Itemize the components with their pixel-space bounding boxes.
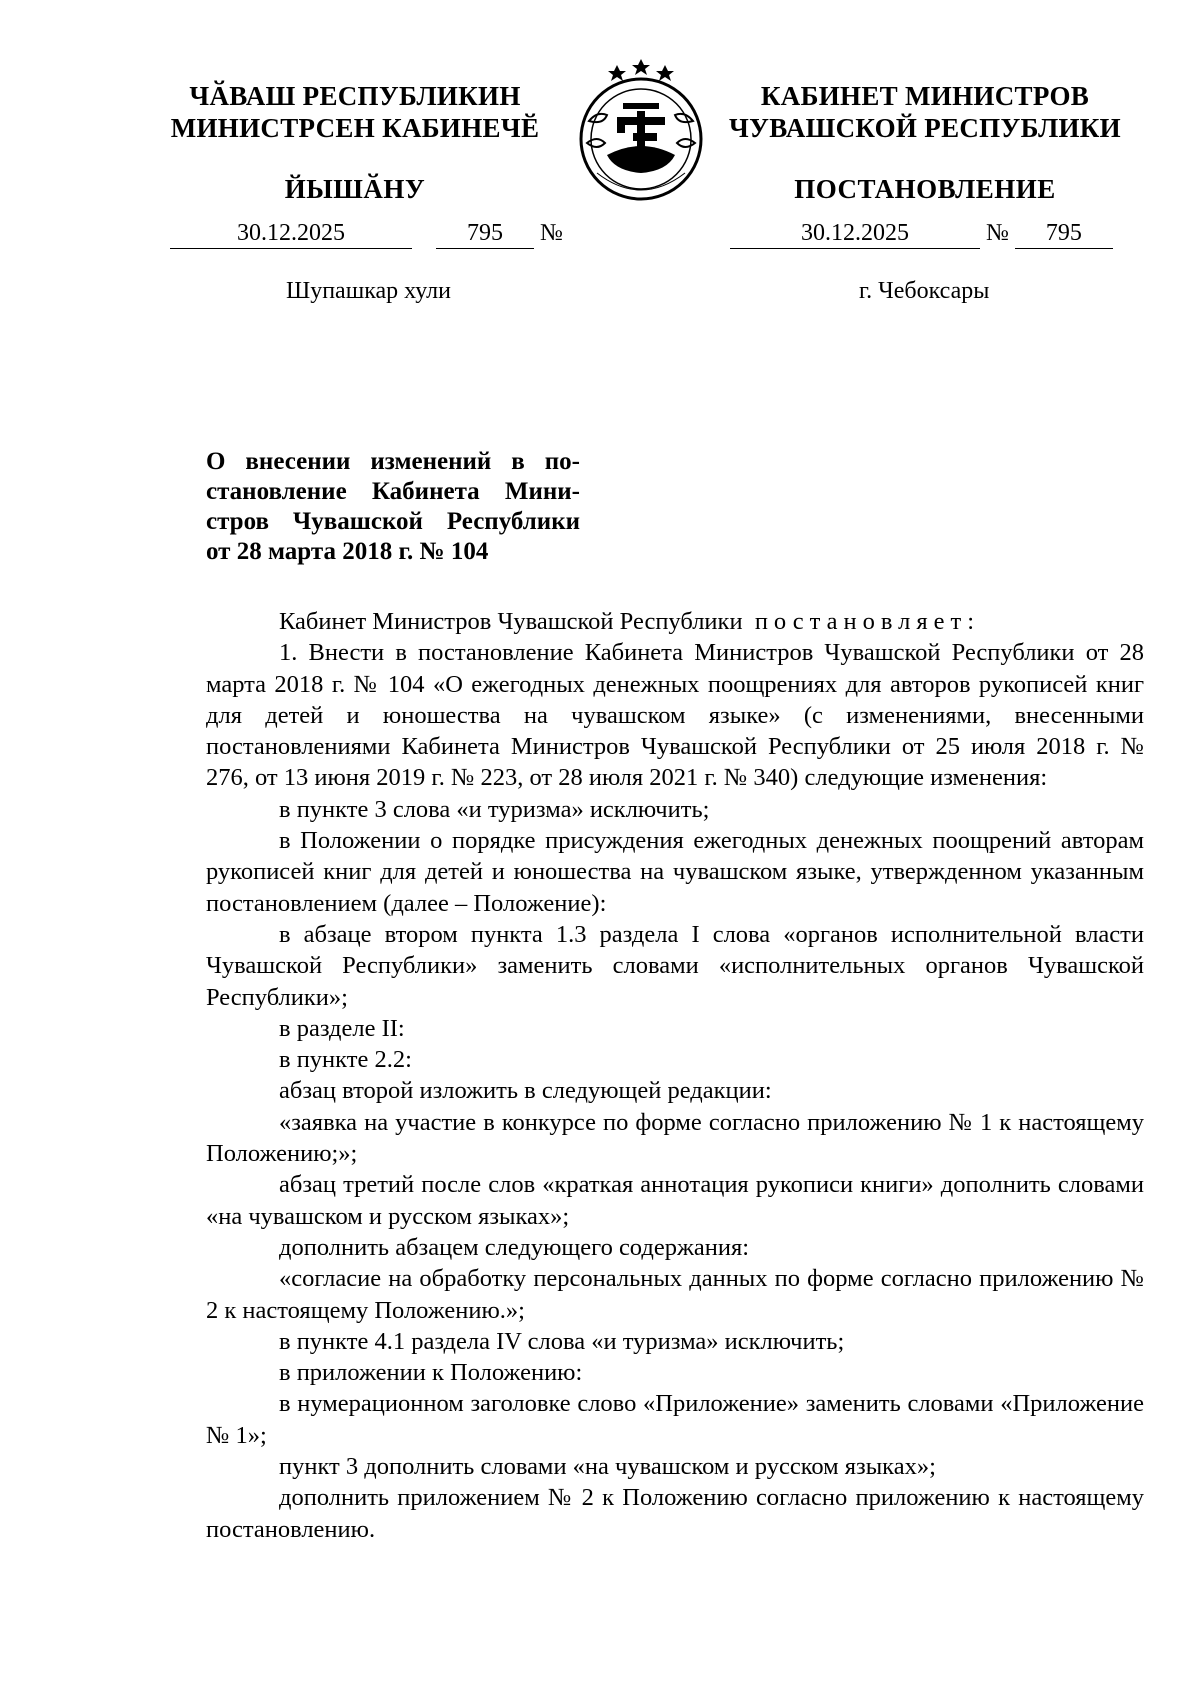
body-paragraph: в пункте 4.1 раздела IV слова «и туризма» исключить; bbox=[279, 1327, 845, 1355]
body-paragraph: в абзаце втором пункта 1.3 раздела I слова «органов исполнительной власти Чувашской Республики» заменить словами «исполнительных органов Чувашской Республики»; bbox=[206, 920, 1144, 1011]
intro-resolves: постановляет: bbox=[754, 608, 981, 635]
body-paragraph: абзац третий после слов «краткая аннотация рукописи книги» дополнить словами «на чувашском и русском языках»; bbox=[206, 1171, 1144, 1230]
org-name-chuvash-line1: ЧӐВАШ РЕСПУБЛИКИН bbox=[189, 81, 521, 111]
city-russian: г. Чебоксары bbox=[859, 278, 990, 304]
body-paragraph: «согласие на обработку персональных данных по форме согласно приложению № 2 к настоящему Положению.»; bbox=[206, 1265, 1144, 1324]
org-name-chuvash-line2: МИНИСТРСЕН КАБИНЕЧӖ bbox=[170, 113, 540, 143]
city-chuvash: Шупашкар хули bbox=[286, 278, 451, 304]
body-paragraph: «заявка на участие в конкурсе по форме согласно приложению № 1 к настоящему Положению;»; bbox=[206, 1108, 1144, 1168]
title-line: О внесении изменений в по- bbox=[206, 448, 580, 475]
number-sign-left: № bbox=[540, 220, 563, 246]
body-paragraph: дополнить приложением № 2 к Положению согласно приложению к настоящему постановлению. bbox=[206, 1484, 1144, 1543]
date-left: 30.12.2025 bbox=[170, 219, 412, 249]
body-paragraph: пункт 3 дополнить словами «на чувашском и русском языках»; bbox=[279, 1453, 936, 1481]
header-left bbox=[155, 80, 555, 205]
body-paragraph: в нумерационном заголовке слово «Приложение» заменить словами «Приложение № 1»; bbox=[206, 1390, 1144, 1449]
date-number-left bbox=[170, 218, 563, 249]
document-title bbox=[206, 447, 580, 567]
body-paragraph: в Положении о порядке присуждения ежегодных денежных поощрений авторам рукописей книг для детей и юношества на чувашском языке, утвержденном указанным постановлением (далее – Положение): bbox=[206, 827, 1144, 917]
body-paragraph: в пункте 2.2: bbox=[279, 1046, 412, 1074]
body-paragraph: абзац второй изложить в следующей редакции: bbox=[279, 1077, 772, 1105]
document-body bbox=[206, 606, 1144, 1545]
org-name-russian-line2: ЧУВАШСКОЙ РЕСПУБЛИКИ bbox=[729, 113, 1121, 143]
body-paragraph: в приложении к Положению: bbox=[279, 1359, 583, 1387]
body-paragraph: в пункте 3 слова «и туризма» исключить; bbox=[279, 795, 710, 823]
date-number-right bbox=[730, 218, 1113, 249]
doc-type-russian: ПОСТАНОВЛЕНИЕ bbox=[794, 174, 1056, 204]
chuvash-coat-of-arms-icon bbox=[567, 55, 715, 203]
intro-lead: Кабинет Министров Чувашской Республики bbox=[279, 608, 743, 635]
body-paragraph: дополнить абзацем следующего содержания: bbox=[279, 1233, 750, 1261]
header-right bbox=[715, 80, 1135, 205]
intro-paragraph bbox=[206, 606, 1144, 637]
doc-type-chuvash: ЙЫШӐНУ bbox=[284, 174, 426, 204]
title-line: стров Чувашской Республики bbox=[206, 508, 580, 535]
number-left: 795 bbox=[436, 219, 534, 249]
number-right: 795 bbox=[1015, 219, 1113, 249]
body-paragraph: 1. Внести в постановление Кабинета Министров Чувашской Республики от 28 марта 2018 г. № 104 «О ежегодных денежных поощрениях для авторов рукописей книг для детей и юношества на чувашском языке» (с изменениями, внесенными постановлениями Кабинета Министров Чувашской Республики от 25 июля 2018 г. № 276, от 13 июня 2019 г. № 223, от 28 июля 2021 г. № 340) следующие изменения: bbox=[206, 639, 1144, 792]
title-line: становление Кабинета Мини- bbox=[206, 478, 580, 505]
body-paragraph: в разделе II: bbox=[279, 1014, 405, 1042]
date-right: 30.12.2025 bbox=[730, 219, 980, 249]
org-name-russian-line1: КАБИНЕТ МИНИСТРОВ bbox=[760, 81, 1090, 111]
title-line: от 28 марта 2018 г. № 104 bbox=[206, 538, 489, 565]
number-sign-right: № bbox=[986, 220, 1009, 246]
